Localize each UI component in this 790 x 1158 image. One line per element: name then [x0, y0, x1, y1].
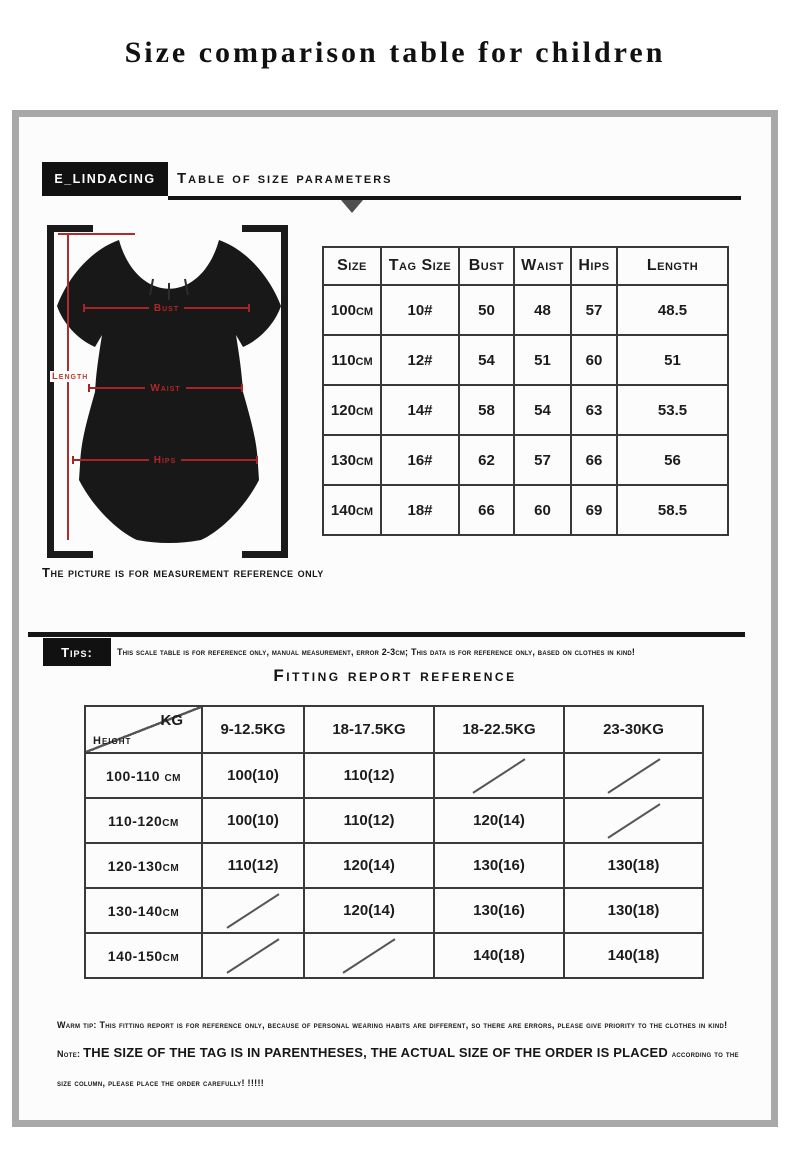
- brand-badge: E_LINDACING: [42, 162, 168, 196]
- warm-tip-text-1: Warm tip: This fitting report is for reference only, because of personal wearing habits are different, so there are errors, please give priority to the clothes in kind! Note:: [57, 1020, 728, 1059]
- tag-cell: 10#: [381, 285, 459, 335]
- height-corner-label: Height: [93, 735, 132, 747]
- length-cell: 58.5: [617, 485, 728, 535]
- size-table-header-row: [323, 247, 728, 285]
- fit-cell-na: [564, 798, 703, 843]
- height-cell: 110-120cm: [85, 798, 202, 843]
- length-cell: 48.5: [617, 285, 728, 335]
- bust-cell: 58: [459, 385, 514, 435]
- hips-cell: 60: [571, 335, 617, 385]
- size-parameters-table: [322, 246, 729, 536]
- table-row: [323, 385, 728, 435]
- kg-col-3: 18-22.5KG: [434, 706, 564, 753]
- table-row: [85, 843, 703, 888]
- section-heading: Table of size parameters: [177, 170, 393, 187]
- slash-mark: [226, 938, 279, 973]
- fitting-report-table: [84, 705, 704, 979]
- hips-cell: 63: [571, 385, 617, 435]
- slash-mark: [226, 893, 279, 928]
- col-bust: Bust: [459, 247, 514, 285]
- size-cell: 140cm: [323, 485, 381, 535]
- fitting-header-row: [85, 706, 703, 753]
- fit-cell-na: [304, 933, 434, 978]
- fit-cell-na: [564, 753, 703, 798]
- bust-measure-line: [83, 302, 250, 314]
- warm-tip-text-3: according to the size column, please place the order carefully! !!!!!: [57, 1049, 739, 1088]
- kg-col-4: 23-30KG: [564, 706, 703, 753]
- fit-cell: 130(16): [434, 843, 564, 888]
- hips-label: Hips: [153, 454, 177, 466]
- tag-cell: 14#: [381, 385, 459, 435]
- size-cell: 120cm: [323, 385, 381, 435]
- height-cell: 130-140cm: [85, 888, 202, 933]
- height-cell: 140-150cm: [85, 933, 202, 978]
- content-frame: [12, 110, 778, 1127]
- bust-cell: 50: [459, 285, 514, 335]
- length-cell: 51: [617, 335, 728, 385]
- fit-cell: 110(12): [304, 798, 434, 843]
- waist-label: Waist: [150, 382, 181, 394]
- tag-cell: 16#: [381, 435, 459, 485]
- table-row: [85, 798, 703, 843]
- page-title: Size comparison table for children: [124, 36, 666, 69]
- waist-cell: 57: [514, 435, 571, 485]
- size-cell: 130cm: [323, 435, 381, 485]
- garment-figure: [47, 225, 288, 558]
- tips-badge: Tips:: [43, 638, 111, 666]
- kg-col-1: 9-12.5KG: [202, 706, 304, 753]
- bust-label: Bust: [153, 302, 180, 314]
- hips-measure-line: [72, 454, 258, 466]
- slash-mark: [607, 803, 660, 838]
- hips-cell: 69: [571, 485, 617, 535]
- fit-cell-na: [434, 753, 564, 798]
- length-cell: 56: [617, 435, 728, 485]
- slash-mark: [342, 938, 395, 973]
- tag-cell: 18#: [381, 485, 459, 535]
- waist-cell: 54: [514, 385, 571, 435]
- length-measure-cap: [58, 233, 135, 235]
- fit-cell: 110(12): [202, 843, 304, 888]
- fit-cell: 120(14): [304, 888, 434, 933]
- waist-cell: 48: [514, 285, 571, 335]
- fit-cell: 140(18): [564, 933, 703, 978]
- kg-height-corner-cell: [85, 706, 202, 753]
- section-divider: [28, 632, 745, 637]
- col-tag: Tag Size: [381, 247, 459, 285]
- fit-cell: 120(14): [304, 843, 434, 888]
- fit-cell-na: [202, 933, 304, 978]
- bust-cell: 66: [459, 485, 514, 535]
- table-row: [85, 933, 703, 978]
- warm-tip-text-2: THE SIZE OF THE TAG IS IN PARENTHESES, THE ACTUAL SIZE OF THE ORDER IS PLACED: [83, 1045, 672, 1060]
- table-row: [85, 888, 703, 933]
- bust-cell: 62: [459, 435, 514, 485]
- fit-cell: 120(14): [434, 798, 564, 843]
- fit-cell-na: [202, 888, 304, 933]
- corner-bracket-top-left: [47, 225, 93, 232]
- length-label: Length: [52, 371, 89, 382]
- fit-cell: 130(18): [564, 888, 703, 933]
- length-measure-line: [67, 233, 69, 540]
- down-arrow-icon: [341, 200, 363, 213]
- figure-caption: The picture is for measurement reference only: [42, 565, 324, 580]
- fit-cell: 130(16): [434, 888, 564, 933]
- fit-cell: 110(12): [304, 753, 434, 798]
- bust-cell: 54: [459, 335, 514, 385]
- height-cell: 120-130cm: [85, 843, 202, 888]
- col-length: Length: [617, 247, 728, 285]
- heading-underline: [168, 196, 741, 200]
- waist-measure-line: [88, 382, 243, 394]
- table-row: [85, 753, 703, 798]
- fit-cell: 130(18): [564, 843, 703, 888]
- waist-cell: 51: [514, 335, 571, 385]
- hips-cell: 57: [571, 285, 617, 335]
- length-cell: 53.5: [617, 385, 728, 435]
- table-row: [323, 485, 728, 535]
- kg-corner-label: KG: [160, 712, 183, 729]
- fitting-report-heading: Fitting report reference: [273, 666, 517, 685]
- size-cell: 100cm: [323, 285, 381, 335]
- fit-cell: 100(10): [202, 798, 304, 843]
- col-size: Size: [323, 247, 381, 285]
- waist-cell: 60: [514, 485, 571, 535]
- corner-bracket-top-right: [242, 225, 288, 232]
- table-row: [323, 285, 728, 335]
- height-cell: 100-110 cm: [85, 753, 202, 798]
- fit-cell: 140(18): [434, 933, 564, 978]
- warm-tip-note: [57, 1010, 749, 1097]
- fit-cell: 100(10): [202, 753, 304, 798]
- leotard-image: [55, 235, 283, 553]
- kg-col-2: 18-17.5KG: [304, 706, 434, 753]
- hips-cell: 66: [571, 435, 617, 485]
- slash-mark: [472, 758, 525, 793]
- col-hips: Hips: [571, 247, 617, 285]
- size-cell: 110cm: [323, 335, 381, 385]
- table-row: [323, 335, 728, 385]
- table-row: [323, 435, 728, 485]
- tag-cell: 12#: [381, 335, 459, 385]
- col-waist: Waist: [514, 247, 571, 285]
- slash-mark: [607, 758, 660, 793]
- tips-text: This scale table is for reference only, manual measurement, error 2-3cm; This data is for reference only, based on clothes in kind!: [117, 647, 636, 657]
